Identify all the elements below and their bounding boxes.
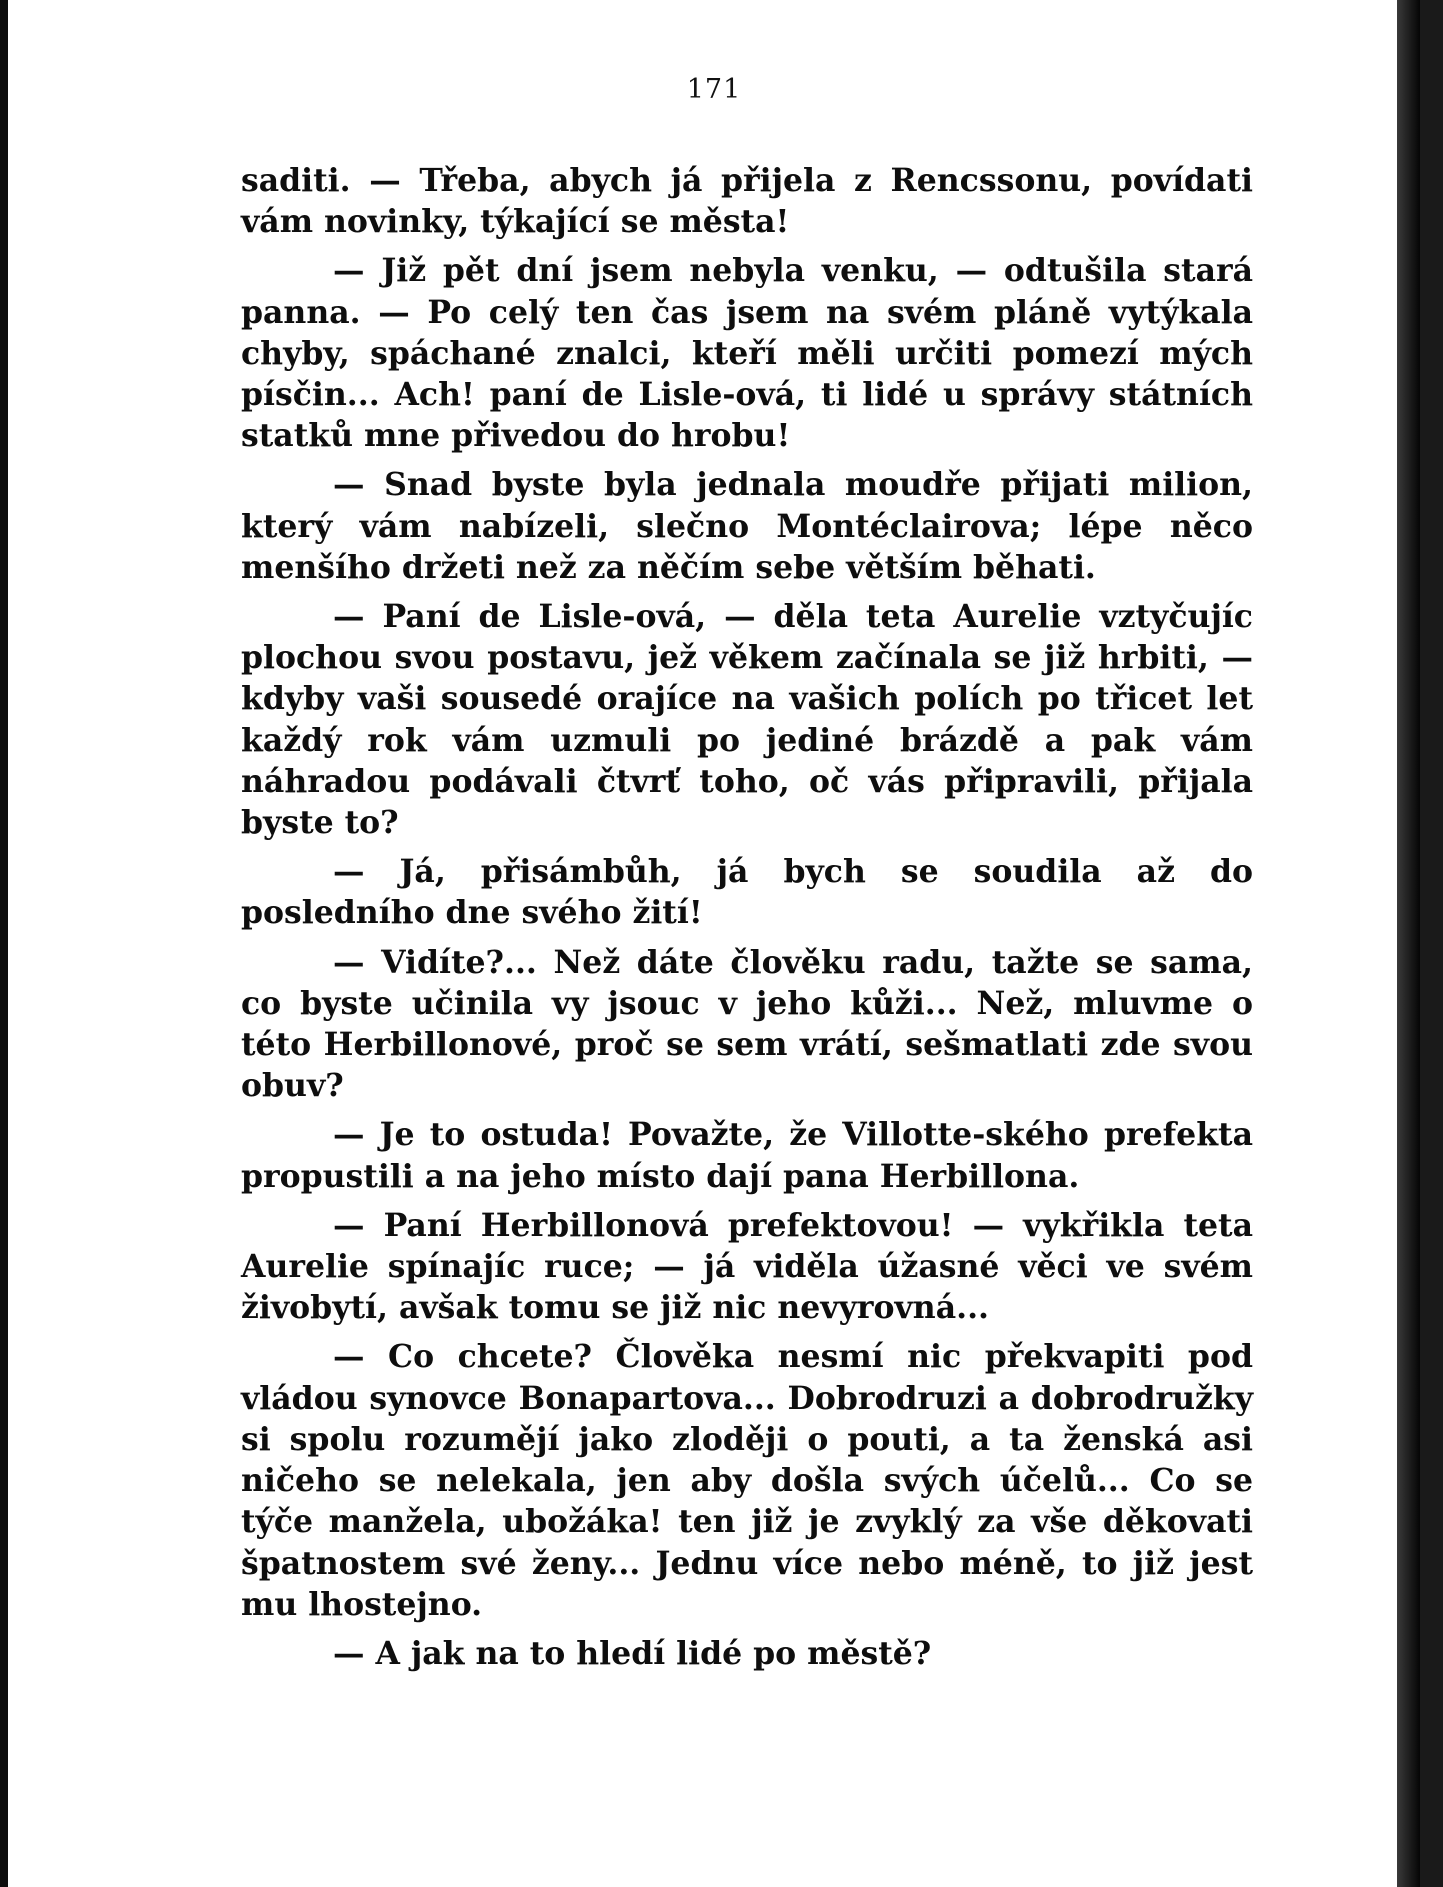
paragraph: — Paní de Lisle-ová, — děla teta Aurelie vztyčujíc plochou svou postavu, jež věkem začínala se již hrbiti, — kdyby vaši sousedé orajíce na vašich polích po třicet let každý rok vám uzmuli po jediné brázdě a pak vám náhradou podávali čtvrť toho, oč vás připravili, přijala byste to? — [241, 598, 1253, 842]
paragraph: — Snad byste byla jednala moudře přijati milion, který vám nabízeli, slečno Montéclairova; lépe něco menšího držeti než za něčím sebe větším běhati. — [241, 466, 1253, 586]
body-text — [241, 160, 1253, 1682]
paragraph: — Vidíte?... Než dáte člověku radu, tažte se sama, co byste učinila vy jsouc v jeho kůži... Než, mluvme o této Herbillonové, proč se sem vrátí, sešmatlati zde svou obuv? — [241, 943, 1253, 1105]
paragraph: — Je to ostuda! Považte, že Villotte-ského prefekta propustili a na jeho místo dají pana Herbillona. — [241, 1116, 1253, 1195]
page-number: 171 — [686, 74, 742, 105]
page-right-edge — [1397, 0, 1420, 1887]
paragraph: — Paní Herbillonová prefektovou! — vykřikla teta Aurelie spínajíc ruce; — já viděla úžasné věci ve svém živobytí, avšak tomu se již nic nevyrovná... — [241, 1206, 1253, 1327]
page-left-edge — [0, 0, 8, 1887]
paragraph: — Již pět dní jsem nebyla venku, — odtušila stará panna. — Po celý ten čas jsem na svém pláně vytýkala chyby, spáchané znalci, kteří měli určiti pomezí mých písčin... Ach! paní de Lisle-ová, ti lidé u správy státních statků mne přivedou do hrobu! — [241, 252, 1253, 455]
paragraph: — Co chcete? Člověka nesmí nic překvapiti pod vládou synovce Bonapartova... Dobrodruzi a dobrodružky si spolu rozumějí jako zloději o pouti, a ta ženská asi ničeho se nelekala, jen aby došla svých účelů... Co se týče manžela, ubožáka! ten již je zvyklý za vše děkovati špatnostem své ženy... Jednu více nebo méně, to již jest mu lhostejno. — [241, 1338, 1253, 1623]
paragraph: saditi. — Třeba, abych já přijela z Rencssonu, povídati vám novinky, týkající se města! — [241, 162, 1253, 241]
paragraph: — Já, přisámbůh, já bych se soudila až do posledního dne svého žití! — [241, 853, 1253, 932]
book-page — [8, 0, 1420, 1887]
paragraph: — A jak na to hledí lidé po městě? — [333, 1634, 932, 1672]
